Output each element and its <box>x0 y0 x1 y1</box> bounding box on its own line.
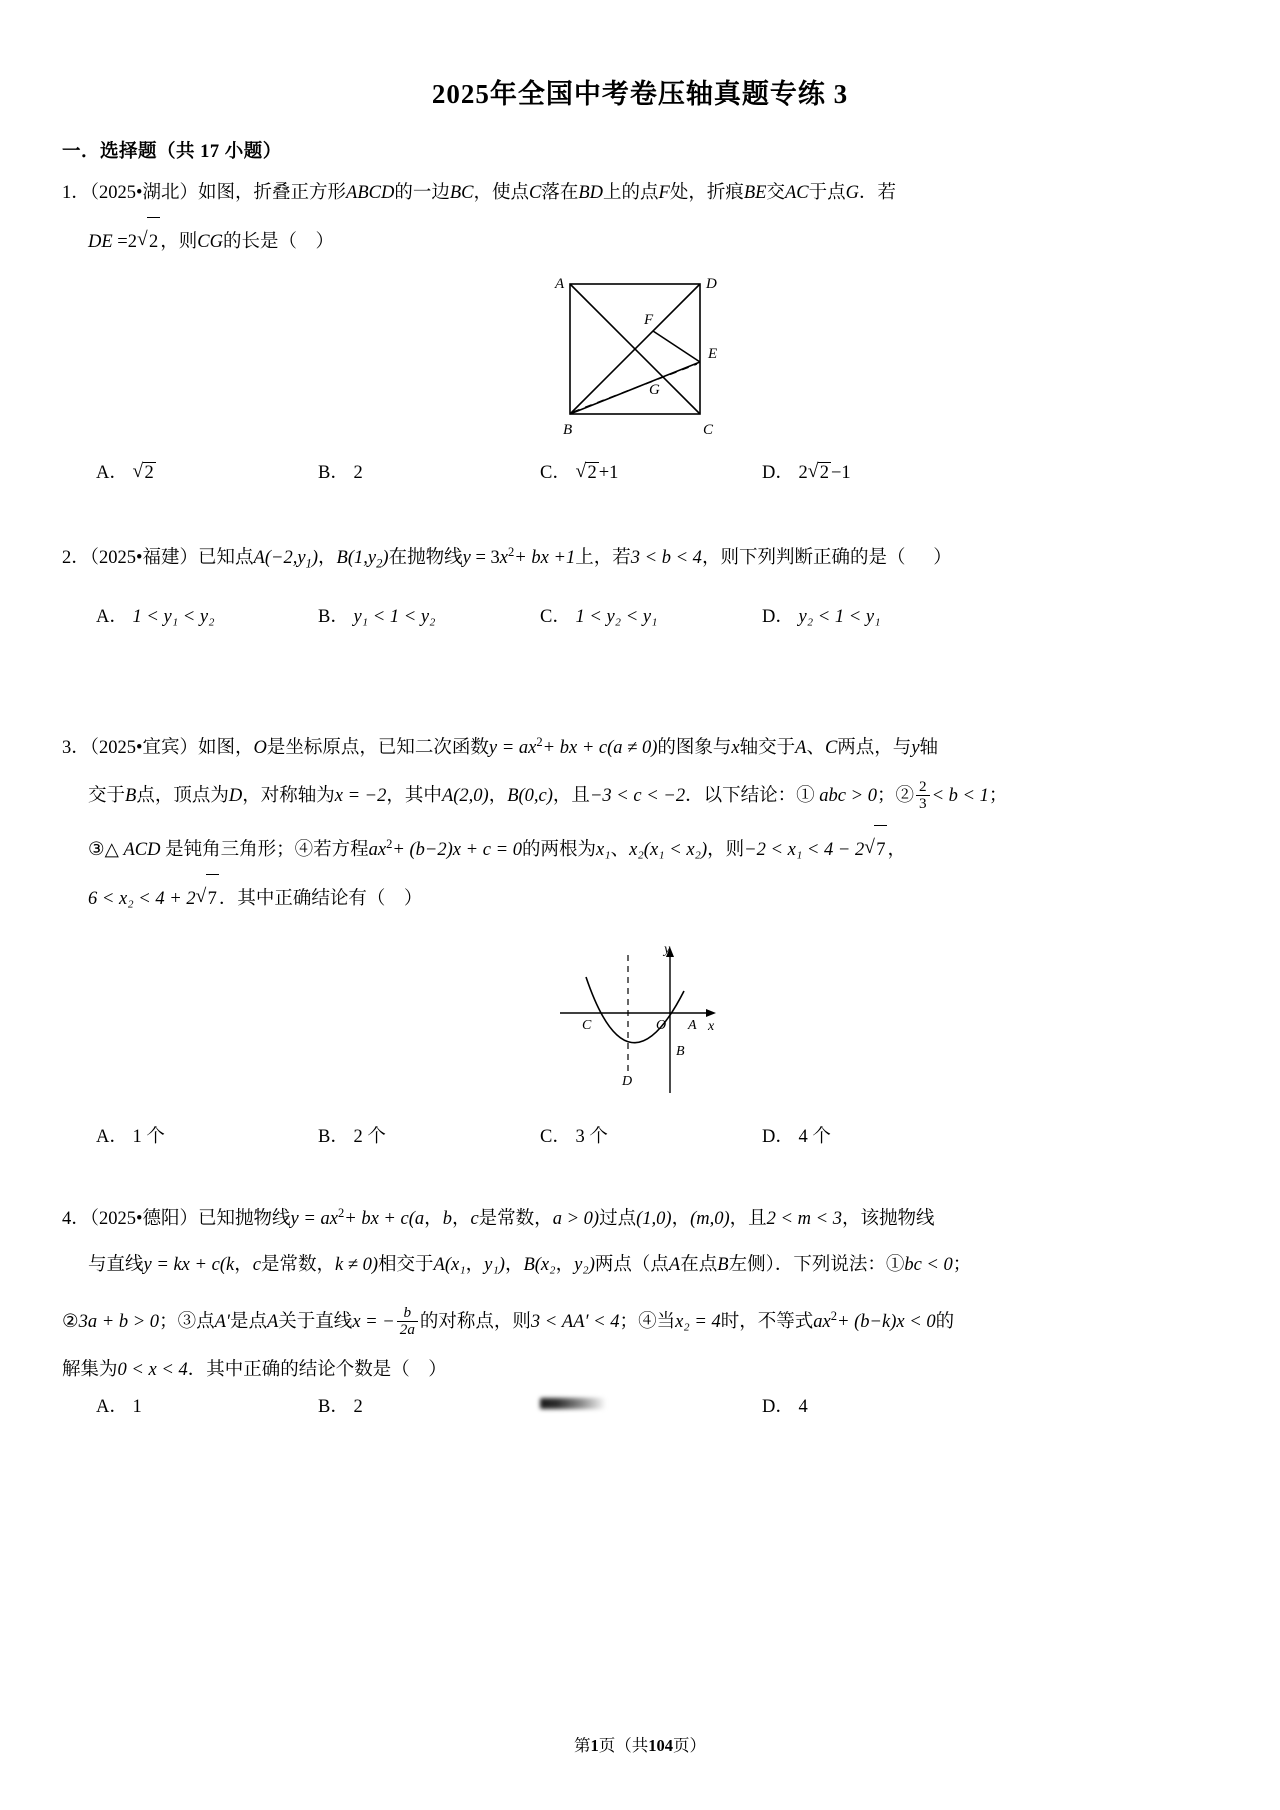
footer-pagebox <box>568 1730 712 1758</box>
q4-l1-bb: b <box>442 1209 452 1230</box>
q4-option-b-letter: B． <box>318 1397 349 1418</box>
q3-l3-e: 、 <box>610 840 630 861</box>
q4-l1-y: y <box>290 1209 299 1230</box>
q1-option-d-radicand: 2 <box>819 463 829 483</box>
q1-text-k: 处，折痕 <box>669 183 744 203</box>
q1-radical <box>137 217 160 266</box>
q3-l2-h: ； <box>876 786 896 806</box>
q1-option-b[interactable] <box>318 458 540 484</box>
q4-l3-e: 的对称点，则 <box>419 1312 531 1333</box>
q3-l2-c: ，对称轴为 <box>242 786 335 806</box>
q2-option-b-letter: B． <box>318 606 349 627</box>
question-4 <box>62 1190 1218 1418</box>
q3-conclusion-1: ① <box>796 786 815 806</box>
q1-cg: CG <box>197 232 223 252</box>
q3-option-a-value: 1 个 <box>132 1127 165 1148</box>
q3-conclusion-3: ③ <box>88 840 105 861</box>
q2-pointA-main: A(−2, <box>253 548 298 569</box>
question-1-options <box>62 458 1218 484</box>
q4-l4-a: 解集为 <box>62 1360 118 1381</box>
question-2 <box>62 528 1218 628</box>
q4-option-d[interactable] <box>762 1392 1002 1418</box>
question-1 <box>62 169 1218 484</box>
q3-l2-e: ， <box>488 786 508 806</box>
figure-label-x: x <box>708 1019 715 1035</box>
q4-l2-h: ， <box>555 1255 575 1276</box>
q4-l1-cc: c <box>470 1209 479 1230</box>
q3-conclusion-2: ② <box>895 786 914 806</box>
q1-text-d2: 的长是（ <box>222 232 297 252</box>
q3-conclusion-2-text: < b < 1 <box>931 786 989 806</box>
q1-number: 1 <box>62 183 72 203</box>
q1-option-d-letter: D． <box>762 463 794 483</box>
q2-pointB: $B(1,y_2)$ <box>336 548 389 571</box>
q4-conclusion-1: ① <box>885 1255 905 1276</box>
question-4-options <box>62 1392 1218 1418</box>
q1-option-c[interactable] <box>540 458 762 484</box>
q4-l1-sup: 2 <box>337 1206 345 1221</box>
question-4-line-1: 4．（2025•德阳）已知抛物线$y = ax^2+$ bx + c(a，b，c是常数，a > 0)过点(1,0)，(m,0)，且2 < m < 3，该抛物线 <box>62 1206 935 1230</box>
q3-l4-b: ．其中正确结论有（ <box>218 889 386 910</box>
q4-l2-y: y <box>143 1255 152 1276</box>
question-1-line-2 <box>62 217 1218 266</box>
redacted-option-c <box>540 1398 606 1409</box>
q4-l2-Ay: y₁) <box>484 1255 505 1276</box>
q3-frac-den: 3 <box>916 795 930 812</box>
q4-l3-xeq: x = − <box>352 1312 395 1333</box>
q1-source: （2025•湖北） <box>89 183 198 203</box>
q4-l3-g: 当 <box>656 1312 676 1333</box>
q3-l3-radical <box>864 825 887 874</box>
q1-ac: AC <box>785 183 809 203</box>
q3-root-x2: x₂(x₁ < x₂) <box>629 840 708 861</box>
q2-option-b[interactable] <box>318 602 540 628</box>
q1-option-a-value: 2 <box>144 463 154 483</box>
question-4-line-3 <box>62 1288 1218 1350</box>
q4-l2-eq: = kx + c(k <box>156 1255 235 1276</box>
q4-conclusion-2: ② <box>62 1312 79 1333</box>
q1-option-c-radical <box>575 462 598 484</box>
question-2-line-1: 2．（2025•福建）已知点$A(-2,y_1)$，$B(1,y_2)$在抛物线$y = 3x^2+$ bx +1上，若3 < b < 4，则下列判断正确的是（ ） <box>62 545 952 571</box>
figure-label-C: C <box>703 422 714 438</box>
q1-eq: =2 <box>117 232 137 252</box>
q1-text-e: ，使点 <box>473 183 529 203</box>
figure-label-y: y <box>664 942 671 958</box>
q3-option-b-value: 2 个 <box>353 1127 386 1148</box>
q3-source: （2025•宜宾） <box>89 738 198 758</box>
q3-l3-c: 若方程 <box>313 840 369 861</box>
q2-parabola-y: y <box>462 548 471 569</box>
q3-l2-axis: x = −2 <box>334 786 387 806</box>
q1-option-d-radical <box>808 462 831 484</box>
q1-text-q: ．若 <box>859 183 897 203</box>
q1-be: BE <box>743 183 767 203</box>
q1-option-c-radicand: 2 <box>587 463 597 483</box>
q1-text-e2: ） <box>315 232 334 252</box>
q3-l4-radical <box>196 874 219 923</box>
q3-option-b-letter: B． <box>318 1127 349 1148</box>
q4-l3-ineq-tail: + (b−k)x < 0 <box>837 1312 936 1333</box>
q4-l1-e: 过点 <box>599 1209 637 1230</box>
q4-l2-c: c <box>252 1255 261 1276</box>
q3-text-g: 轴 <box>919 738 939 758</box>
question-4-line-2 <box>62 1242 1218 1288</box>
q3-option-d[interactable] <box>762 1122 1002 1148</box>
square-fold-diagram <box>525 266 755 451</box>
q4-l3-range: 3 < AA′ < 4 <box>530 1312 620 1333</box>
q3-l2-range: −3 < c < −2 <box>589 786 686 806</box>
q2-option-c[interactable] <box>540 602 762 628</box>
q2-parabola-x: x <box>499 548 508 569</box>
q4-fraction <box>397 1305 418 1338</box>
q2-option-d-letter: D． <box>762 606 794 627</box>
q1-option-a-radical <box>133 462 156 484</box>
question-3-line-3 <box>62 820 1218 874</box>
document-content <box>0 137 1280 1418</box>
figure-label-C: C <box>582 1018 592 1034</box>
q1-option-d[interactable] <box>762 458 1002 484</box>
q3-l2-A: A(2,0) <box>441 786 489 806</box>
question-3 <box>62 718 1218 1148</box>
figure-label-G: G <box>649 382 660 398</box>
q4-l2-B: B(x₂ <box>523 1255 556 1276</box>
page-title: 2025年全国中考卷压轴真题专练 3 <box>431 79 849 109</box>
q4-l3-Ap: A′ <box>214 1312 230 1333</box>
figure-label-A: A <box>555 276 565 292</box>
q4-option-a[interactable] <box>62 1392 318 1418</box>
q4-l2-f: ， <box>465 1255 485 1276</box>
q1-de: DE <box>88 232 113 252</box>
figure-label-D: D <box>706 276 717 292</box>
q3-l2-i: ； <box>988 786 1008 806</box>
q1-option-a[interactable] <box>62 458 318 484</box>
q3-l2-g: ．以下结论： <box>685 786 797 806</box>
q3-l4-radicand: 7 <box>206 874 219 923</box>
q3-l2-B: B <box>125 786 137 806</box>
q3-text-e: 、 <box>806 738 825 758</box>
q3-x-axis: x <box>731 738 740 758</box>
q4-l1-p2: (m,0) <box>690 1209 730 1230</box>
q4-l3-ineq-sup: 2 <box>830 1309 838 1324</box>
q4-conclusion-3: ③ <box>177 1312 197 1333</box>
q1-option-a-letter: A． <box>96 463 128 483</box>
q4-frac-num: b <box>403 1304 412 1322</box>
q4-l3-f: ； <box>619 1312 639 1333</box>
q1-text-a: 如图，折叠正方形 <box>198 183 347 203</box>
q1-text-g: 落在 <box>541 183 579 203</box>
q1-option-b-value: 2 <box>353 463 363 483</box>
question-1-figure-wrap <box>62 266 1218 456</box>
q4-l3-ineq-a: ax <box>813 1312 831 1333</box>
q2-text-d: 上，若 <box>575 548 631 569</box>
q1-pt-f: F <box>658 183 670 203</box>
q2-option-a-value: 1 < y₁ < y₂ <box>132 606 215 627</box>
q4-option-a-value: 1 <box>132 1397 142 1418</box>
q4-frac-den: 2a <box>397 1321 418 1338</box>
q3-tri-sym: △ <box>104 840 119 861</box>
page-footer <box>0 1730 1280 1758</box>
q1-text-c: 的一边 <box>394 183 450 203</box>
q3-option-a-letter: A． <box>96 1127 128 1148</box>
q4-l1-f: ， <box>671 1209 691 1230</box>
q4-l1-h: ，该抛物线 <box>841 1209 935 1230</box>
q1-option-d-post: −1 <box>831 463 851 483</box>
q3-l3-b: 是钝角三角形； <box>165 840 295 861</box>
q3-option-a[interactable] <box>62 1122 318 1148</box>
footer-prefix: 第 <box>574 1736 591 1755</box>
q4-l2-b: ， <box>234 1255 253 1276</box>
q3-l2-d: ，其中 <box>386 786 442 806</box>
question-3-line-4 <box>62 874 1218 923</box>
q1-bd: BD <box>578 183 604 203</box>
q4-l3-b: 点 <box>196 1312 215 1333</box>
q2-text-c: 在抛物线 <box>388 548 463 569</box>
q3-option-b[interactable] <box>318 1122 540 1148</box>
q2-option-c-letter: C． <box>540 606 571 627</box>
q4-l4-c: ） <box>428 1360 447 1381</box>
q4-l4-b: ．其中正确的结论个数是（ <box>187 1360 410 1381</box>
q3-root-x1: x₁ <box>595 840 611 861</box>
q4-l2-e: 相交于 <box>378 1255 434 1276</box>
question-1-line-1: 1．（2025•湖北）如图，折叠正方形ABCD的一边BC，使点C落在BD上的点F处，折痕BE交AC于点G．若 <box>62 183 897 203</box>
q4-l1-c: ， <box>451 1209 471 1230</box>
q3-option-c[interactable] <box>540 1122 762 1148</box>
q3-y-axis: y <box>911 738 920 758</box>
q3-fn-y: y <box>488 738 498 758</box>
q3-eq-a: ax <box>368 840 387 861</box>
q1-pt-g: G <box>845 183 860 203</box>
q4-l2-Apt: A <box>668 1255 681 1276</box>
q3-pt-C: C <box>824 738 838 758</box>
q2-option-c-value: 1 < y₂ < y₁ <box>575 606 658 627</box>
q4-l3-A: A <box>266 1312 279 1333</box>
q2-pointB-main: B(1, <box>336 548 368 569</box>
q2-text-e: ，则下列判断正确的是（ <box>701 548 906 569</box>
q3-conclusion-1-text: abc > 0 <box>819 786 877 806</box>
q4-l2-A: A(x₁ <box>433 1255 466 1276</box>
question-3-line-1: 3．（2025•宜宾）如图，O是坐标原点，已知二次函数$y = ax^2+$ bx + c(a ≠ 0)的图象与x轴交于A、C两点，与y轴 <box>62 734 939 758</box>
q3-text-c: 的图象与 <box>657 738 732 758</box>
question-3-figure-wrap <box>62 933 1218 1118</box>
q4-l1-mrange: 2 < m < 3 <box>766 1209 842 1230</box>
figure-label-F: F <box>644 312 654 328</box>
section-heading: 一．选择题（共 17 小题） <box>62 142 282 162</box>
figure-label-B: B <box>563 422 573 438</box>
q4-l1-p1: (1,0) <box>636 1209 672 1230</box>
q2-text-a: 已知点 <box>198 548 254 569</box>
q3-l3-ineq: −2 < x₁ < 4 − 2 <box>744 840 865 861</box>
q3-option-d-value: 4 个 <box>798 1127 831 1148</box>
q1-text-m: 交 <box>766 183 785 203</box>
q3-l2-a: 交于 <box>88 786 126 806</box>
q3-l3-d: 的两根为 <box>521 840 596 861</box>
q2-parabola-tail: + bx +1 <box>514 548 576 569</box>
q1-abcd: ABCD <box>346 183 395 203</box>
q4-l3-c: 是点 <box>229 1312 267 1333</box>
q1-pt-c: C <box>529 183 542 203</box>
q3-l4-c: ） <box>403 889 423 910</box>
question-3-line-2 <box>62 772 1218 820</box>
q3-l2-f: ，且 <box>552 786 590 806</box>
q3-conclusion-4: ④ <box>294 840 314 861</box>
footer-total-pages: 104 <box>648 1736 673 1755</box>
q3-fn-sup: 2 <box>536 734 543 749</box>
q4-l2-i: 两点（点 <box>594 1255 669 1276</box>
q3-l3-g: ， <box>887 840 906 861</box>
q1-text-i: 上的点 <box>603 183 659 203</box>
q3-fraction <box>916 779 930 812</box>
q4-conclusion-4: ④ <box>638 1312 657 1333</box>
q3-text-b: 是坐标原点，已知二次函数 <box>266 738 489 758</box>
figure-label-D: D <box>622 1074 633 1090</box>
q3-l4-a: 6 < x₂ < 4 + 2 <box>88 889 196 910</box>
q4-l2-Bpt: B <box>717 1255 729 1276</box>
footer-mid: 页（共 <box>598 1736 649 1755</box>
q3-tri-ACD: ACD <box>123 840 161 861</box>
footer-page-number: 1 <box>590 1736 599 1755</box>
q4-l3-d: 关于直线 <box>278 1312 353 1333</box>
q3-eq-sup: 2 <box>386 837 393 851</box>
q1-text-o: 于点 <box>808 183 846 203</box>
q4-l2-k: 左侧）．下列说法： <box>728 1255 886 1276</box>
q3-l2-Bc: B(0,c) <box>507 786 553 806</box>
q3-option-c-value: 3 个 <box>575 1127 608 1148</box>
q1-option-d-pre: 2 <box>798 463 808 483</box>
q2-source: （2025•福建） <box>89 548 198 569</box>
q3-l2-b: 点，顶点为 <box>136 786 229 806</box>
q3-fn-eq: = ax <box>501 738 537 758</box>
q3-origin: O <box>253 738 267 758</box>
q4-l3-x2eq: x₂ = 4 <box>675 1312 721 1333</box>
q4-l2-j: 在点 <box>680 1255 718 1276</box>
question-4-line-4 <box>62 1350 1218 1390</box>
figure-label-A: A <box>688 1018 697 1034</box>
q4-option-d-letter: D． <box>762 1397 794 1418</box>
q4-l4-sol: 0 < x < 4 <box>117 1360 188 1381</box>
q2-pointB-end: ) <box>382 548 389 569</box>
q3-l3-f: ，则 <box>707 840 745 861</box>
q2-option-b-value: y₁ < 1 < y₂ <box>353 606 436 627</box>
q2-option-d-value: y₂ < 1 < y₁ <box>798 606 881 627</box>
q4-number: 4 <box>62 1209 72 1230</box>
q4-l2-By: y₂) <box>574 1255 595 1276</box>
question-3-options <box>62 1122 1218 1148</box>
q3-text-f: 两点，与 <box>837 738 912 758</box>
q2-text-b: ， <box>318 548 337 569</box>
q4-l1-d: 是常数， <box>478 1209 553 1230</box>
figure-label-E: E <box>708 346 718 362</box>
q4-l1-tail: + bx + c(a <box>344 1209 425 1230</box>
q1-radicand: 2 <box>147 217 160 266</box>
q1-text-b2: ，则 <box>160 232 198 252</box>
q4-l2-g: ， <box>504 1255 524 1276</box>
footer-suffix: 页） <box>673 1736 706 1755</box>
q4-option-a-letter: A． <box>96 1397 128 1418</box>
q2-cond: 3 < b < 4 <box>630 548 702 569</box>
q4-conclusion-2-text: 3a + b > 0 <box>78 1312 160 1333</box>
q3-l3-radicand: 7 <box>874 825 887 874</box>
q3-pt-A: A <box>795 738 807 758</box>
q2-parabola-sup: 2 <box>507 545 515 559</box>
q2-parabola-eq: = 3 <box>475 548 500 569</box>
q1-option-c-post: +1 <box>598 463 619 483</box>
q2-number: 2 <box>62 548 72 569</box>
q4-l3-h: 时，不等式 <box>720 1312 814 1333</box>
q3-option-d-letter: D． <box>762 1127 794 1148</box>
q4-l2-d: 是常数， <box>260 1255 335 1276</box>
q4-option-d-value: 4 <box>798 1397 808 1418</box>
q2-pointA-end: ) <box>311 548 319 569</box>
q3-text-a: 如图， <box>198 738 254 758</box>
question-2-options <box>62 602 1218 628</box>
q4-l2-a: 与直线 <box>88 1255 144 1276</box>
q4-l1-b: ， <box>424 1209 443 1230</box>
q1-option-c-letter: C． <box>540 463 571 483</box>
q4-option-b[interactable] <box>318 1392 540 1418</box>
q3-l2-D: D <box>228 786 243 806</box>
q1-bc: BC <box>449 183 474 203</box>
q3-option-c-letter: C． <box>540 1127 571 1148</box>
q4-l2-l: ； <box>952 1255 972 1276</box>
q3-eq-tail: + (b−2)x + c = 0 <box>392 840 522 861</box>
q1-option-b-letter: B． <box>318 463 349 483</box>
q2-option-a[interactable] <box>62 602 318 628</box>
q3-fn-tail: + bx + c(a ≠ 0) <box>542 738 658 758</box>
q2-option-a-letter: A． <box>96 606 128 627</box>
q2-pointA: $A(-2,y_1)$ <box>253 548 319 571</box>
q4-l1-g: ，且 <box>729 1209 767 1230</box>
q2-pointA-sub: 1 <box>305 556 312 571</box>
q4-l1-eq: = ax <box>303 1209 338 1230</box>
q4-option-b-value: 2 <box>353 1397 363 1418</box>
q3-text-d: 轴交于 <box>739 738 796 758</box>
q4-source: （2025•德阳） <box>89 1209 198 1230</box>
q2-pointB-sub: 2 <box>376 556 383 571</box>
q4-l2-kcond: k ≠ 0) <box>334 1255 378 1276</box>
q4-conclusion-1-text: bc < 0 <box>904 1255 953 1276</box>
q3-frac-num: 2 <box>918 777 927 795</box>
q4-l1-cond: a > 0) <box>552 1209 600 1230</box>
q2-text-f: ） <box>933 548 952 569</box>
figure-label-O: O <box>656 1018 667 1034</box>
q4-option-c[interactable] <box>540 1392 762 1418</box>
q4-l3-a: ； <box>159 1312 178 1333</box>
figure-label-B: B <box>676 1044 685 1060</box>
parabola-diagram <box>530 933 750 1113</box>
q3-number: 3 <box>62 738 72 758</box>
q4-l3-i: 的 <box>935 1312 955 1333</box>
q4-l1-a: 已知抛物线 <box>198 1209 291 1230</box>
q2-option-d[interactable] <box>762 602 1002 628</box>
